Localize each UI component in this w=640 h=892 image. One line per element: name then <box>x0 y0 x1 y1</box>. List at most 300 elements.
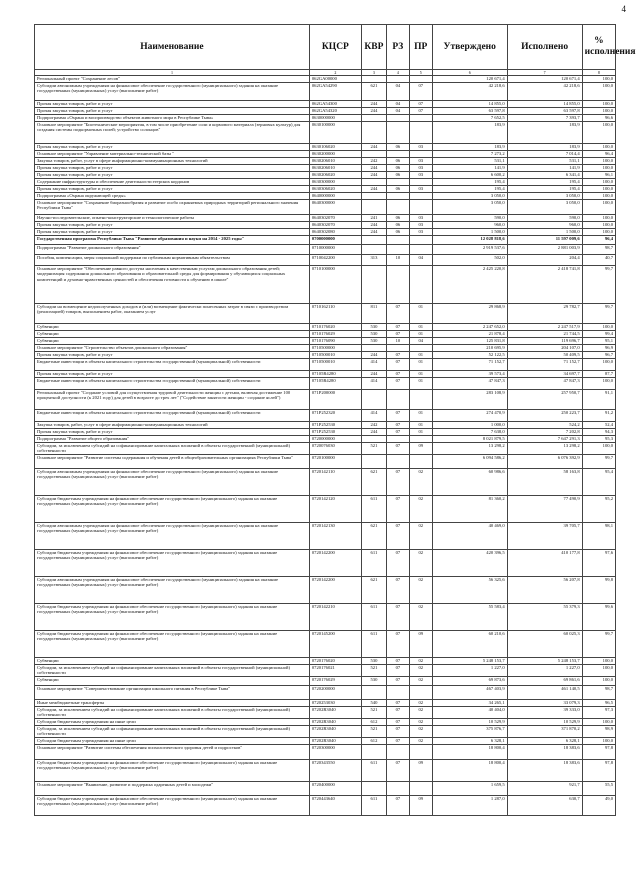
row-pr: 07 <box>409 83 432 101</box>
row-csr: 0720343550 <box>309 759 361 781</box>
row-pr <box>409 266 432 304</box>
row-pct: 98,7 <box>582 686 615 700</box>
row-csr: 0720142130 <box>309 523 361 550</box>
row-plan: 1 227,0 <box>432 665 507 677</box>
table-row <box>35 725 616 737</box>
column-number: 7 <box>507 70 582 76</box>
row-csr: 0720142200 <box>309 577 361 604</box>
row-kvr: 244 <box>361 429 386 436</box>
row-plan: 195,4 <box>432 179 507 186</box>
row-done: 60 025,3 <box>507 631 582 658</box>
header-pct: % исполнения <box>582 25 615 70</box>
table-row <box>35 255 616 266</box>
row-name: Закупка товаров, работ, услуг в сфере информационно-коммуникационных технологий <box>35 158 310 165</box>
row-kvr <box>361 236 386 245</box>
table-row <box>35 172 616 179</box>
row-csr: 0630206010 <box>309 165 361 172</box>
table-row <box>35 229 616 236</box>
table-row <box>35 144 616 151</box>
table-row <box>35 165 616 172</box>
row-plan: 56 325,6 <box>432 577 507 604</box>
row-name: Прочая закупка товаров, работ и услуг <box>35 172 310 179</box>
row-plan: 2 247 652,0 <box>432 324 507 331</box>
row-done: 183,9 <box>507 144 582 151</box>
row-done: 141,9 <box>507 165 582 172</box>
row-rz: 07 <box>386 677 409 686</box>
row-pr: 01 <box>409 331 432 338</box>
row-csr: 0710500010 <box>309 359 361 371</box>
row-pct: 100,0 <box>582 122 615 144</box>
row-rz: 06 <box>386 165 409 172</box>
row-plan: 3 050,0 <box>432 200 507 215</box>
table-row <box>35 469 616 496</box>
row-pr: 02 <box>409 677 432 686</box>
row-rz <box>386 115 409 122</box>
row-done: 21 744,5 <box>507 331 582 338</box>
row-pr: 01 <box>409 304 432 324</box>
table-row <box>35 523 616 550</box>
row-pr: 04 <box>409 338 432 345</box>
row-plan: 13 298,2 <box>432 443 507 455</box>
row-done: 6 076 392,9 <box>507 455 582 469</box>
row-name: Подпрограмма «Охрана окружающей среды» <box>35 193 310 200</box>
row-pct: 99,6 <box>582 604 615 631</box>
row-pct: 100,0 <box>582 186 615 193</box>
row-kvr: 521 <box>361 665 386 677</box>
row-kvr: 611 <box>361 795 386 815</box>
table-row <box>35 338 616 345</box>
row-name: Субвенции <box>35 677 310 686</box>
row-name: Основное мероприятие "Развитие системы обеспечения психологического здоровья детей и подростков" <box>35 744 310 759</box>
row-pr: 03 <box>409 158 432 165</box>
row-pct: 94,3 <box>582 429 615 436</box>
row-csr: 0630100000 <box>309 122 361 144</box>
table-header-row <box>35 25 616 70</box>
row-name: Региональный проект "Создание условий для осуществления трудовой деятельности женщин с детьми, включая достижение 100 процентной доступности (к 2021 году) для детей в возрасте до трех лет" ("Содействие занятости женщин - создание яслей") <box>35 390 310 410</box>
row-name: Субвенции <box>35 658 310 665</box>
row-name: Прочая закупка товаров, работ и услуг <box>35 165 310 172</box>
row-rz: 06 <box>386 158 409 165</box>
row-plan: 120 671,4 <box>432 76 507 83</box>
row-csr: 0710042200 <box>309 255 361 266</box>
row-kvr: 244 <box>361 352 386 359</box>
table-row <box>35 108 616 115</box>
row-pct: 100,0 <box>582 193 615 200</box>
row-done: 6 328,1 <box>507 737 582 744</box>
row-pct: 100,0 <box>582 165 615 172</box>
row-rz <box>386 245 409 255</box>
row-pr <box>409 744 432 759</box>
row-kvr: 241 <box>361 215 386 222</box>
row-name: Прочая закупка товаров, работ и услуг <box>35 186 310 193</box>
table-row <box>35 429 616 436</box>
table-row <box>35 718 616 725</box>
row-kvr: 611 <box>361 496 386 523</box>
row-plan: 274 470,9 <box>432 410 507 422</box>
row-kvr <box>361 200 386 215</box>
row-kvr: 244 <box>361 186 386 193</box>
row-kvr: 811 <box>361 304 386 324</box>
row-csr: 0720142200 <box>309 550 361 577</box>
table-row <box>35 443 616 455</box>
table-row <box>35 759 616 781</box>
row-pct: 96,6 <box>582 115 615 122</box>
row-plan: 502,0 <box>432 255 507 266</box>
row-csr: 0630206020 <box>309 172 361 179</box>
table-row <box>35 700 616 707</box>
row-pct: 99,7 <box>582 631 615 658</box>
table-body <box>35 76 616 816</box>
row-csr: 07202R3040 <box>309 725 361 737</box>
row-name: Субсидии, за исключением субсидий на софинансирование капитальных вложений в объекты государственной (муниципальной) собственности <box>35 707 310 719</box>
row-csr: 0710100000 <box>309 266 361 304</box>
row-plan: 40 469,0 <box>432 523 507 550</box>
row-rz: 10 <box>386 338 409 345</box>
row-kvr: 244 <box>361 229 386 236</box>
row-name: Субсидии, за исключением субсидий на софинансирование капитальных вложений в объекты государственной (муниципальной) собственности <box>35 443 310 455</box>
row-plan: 21 878,4 <box>432 331 507 338</box>
row-done: 183,9 <box>507 122 582 144</box>
row-pr: 01 <box>409 324 432 331</box>
row-pr <box>409 122 432 144</box>
row-kvr: 414 <box>361 410 386 422</box>
row-csr: 0710000000 <box>309 245 361 255</box>
row-name: Субсидии автономным учреждениям на финансовое обеспечение государственного (муниципального) задания на оказание государственных (муниципальных) услуг (выполнение работ) <box>35 83 310 101</box>
row-rz <box>386 436 409 443</box>
row-done: 120 671,4 <box>507 76 582 83</box>
row-rz: 07 <box>386 496 409 523</box>
row-rz: 07 <box>386 604 409 631</box>
row-rz: 07 <box>386 378 409 390</box>
row-kvr: 621 <box>361 523 386 550</box>
row-rz: 07 <box>386 352 409 359</box>
row-done: 58 163,8 <box>507 469 582 496</box>
row-done: 42 218,6 <box>507 83 582 101</box>
row-plan: 18 800,4 <box>432 759 507 781</box>
row-pr: 02 <box>409 718 432 725</box>
row-csr: 07202R3040 <box>309 707 361 719</box>
table-row <box>35 186 616 193</box>
row-pct: 100,0 <box>582 359 615 371</box>
table-row <box>35 215 616 222</box>
row-pct: 91,2 <box>582 410 615 422</box>
row-pct: 100,0 <box>582 144 615 151</box>
table-row <box>35 410 616 422</box>
row-name: Субвенции <box>35 338 310 345</box>
table-row <box>35 266 616 304</box>
row-pct: 97,8 <box>582 744 615 759</box>
row-name: Субсидии бюджетным учреждениям на финансовое обеспечение государственного (муниципального) задания на оказание государственных (муниципальных) услуг (выполнение работ) <box>35 550 310 577</box>
row-rz: 07 <box>386 359 409 371</box>
row-csr: 0640302070 <box>309 222 361 229</box>
row-pct: 100,0 <box>582 658 615 665</box>
row-name: Основное мероприятие "Совершенствование организации школьного питания в Республике Тыва" <box>35 686 310 700</box>
column-number: 2 <box>309 70 361 76</box>
row-csr: 0720200000 <box>309 686 361 700</box>
row-rz: 07 <box>386 718 409 725</box>
row-pr <box>409 115 432 122</box>
row-done: 47 847,3 <box>507 378 582 390</box>
row-rz <box>386 179 409 186</box>
row-pct: 100,0 <box>582 229 615 236</box>
row-pct: 97,3 <box>582 707 615 719</box>
row-name: Субсидии на возмещение недополученных доходов и (или) возмещение фактически понесенных затрат в связи с производством (реализацией) товаров, выполнением работ, оказанием услуг <box>35 304 310 324</box>
row-name: Подпрограмма «Охрана и воспроизводство объектов животного мира в Республике Тыва» <box>35 115 310 122</box>
row-name: Прочая закупка товаров, работ и услуг <box>35 352 310 359</box>
row-plan: 42 218,6 <box>432 83 507 101</box>
row-pr: 03 <box>409 229 432 236</box>
row-pct: 97,6 <box>582 550 615 577</box>
table-row <box>35 83 616 101</box>
row-pct: 87,7 <box>582 371 615 378</box>
row-done: 7 202,8 <box>507 429 582 436</box>
row-kvr: 612 <box>361 718 386 725</box>
row-csr: 0720176029 <box>309 677 361 686</box>
row-csr: 071P252320 <box>309 410 361 422</box>
row-name: Субсидии автономным учреждениям на финансовое обеспечение государственного (муниципального) задания на оказание государственных (муниципальных) услуг (выполнение работ) <box>35 469 310 496</box>
row-pr <box>409 76 432 83</box>
row-rz: 07 <box>386 700 409 707</box>
row-kvr <box>361 390 386 410</box>
table-row <box>35 658 616 665</box>
row-rz: 07 <box>386 331 409 338</box>
row-done: 250 223,7 <box>507 410 582 422</box>
row-pct: 95,3 <box>582 436 615 443</box>
header-done: Исполнено <box>507 25 582 70</box>
row-csr: 0710176090 <box>309 338 361 345</box>
table-row <box>35 795 616 815</box>
row-kvr <box>361 345 386 352</box>
row-pct: 98,1 <box>582 523 615 550</box>
row-done: 3 050,0 <box>507 193 582 200</box>
row-csr: 0720400000 <box>309 781 361 795</box>
row-name: Субвенции <box>35 324 310 331</box>
row-plan: 1 000,0 <box>432 422 507 429</box>
row-kvr: 244 <box>361 108 386 115</box>
row-pr: 01 <box>409 378 432 390</box>
row-csr: 062GA54320 <box>309 108 361 115</box>
row-done: 195,4 <box>507 186 582 193</box>
row-kvr: 612 <box>361 737 386 744</box>
row-pr: 02 <box>409 523 432 550</box>
row-plan: 590,0 <box>432 215 507 222</box>
table-row <box>35 151 616 158</box>
row-csr: 0710500010 <box>309 352 361 359</box>
table-row <box>35 496 616 523</box>
row-plan: 7 652,5 <box>432 115 507 122</box>
row-pr: 01 <box>409 352 432 359</box>
row-kvr: 244 <box>361 165 386 172</box>
row-name: Региональный проект "Сохранение лесов" <box>35 76 310 83</box>
row-kvr: 414 <box>361 378 386 390</box>
row-kvr: 530 <box>361 331 386 338</box>
row-name: Субсидии автономным учреждениям на финансовое обеспечение государственного (муниципального) задания на оказание государственных (муниципальных) услуг (выполнение работ) <box>35 523 310 550</box>
row-pr: 03 <box>409 186 432 193</box>
row-csr: 0720300000 <box>309 744 361 759</box>
row-csr: 0710500000 <box>309 345 361 352</box>
row-kvr: 521 <box>361 443 386 455</box>
row-name: Субсидии бюджетным учреждениям на иные цели <box>35 718 310 725</box>
table-row <box>35 304 616 324</box>
table-row <box>35 158 616 165</box>
row-csr: 0630306020 <box>309 186 361 193</box>
row-kvr <box>361 115 386 122</box>
row-rz: 06 <box>386 229 409 236</box>
row-rz: 07 <box>386 759 409 781</box>
row-kvr: 611 <box>361 604 386 631</box>
row-plan: 6 600,2 <box>432 172 507 179</box>
row-pct: 100,0 <box>582 101 615 108</box>
column-number: 4 <box>386 70 409 76</box>
row-kvr: 244 <box>361 172 386 179</box>
row-csr: 0630106020 <box>309 144 361 151</box>
table-row <box>35 677 616 686</box>
row-kvr: 530 <box>361 338 386 345</box>
row-rz: 07 <box>386 577 409 604</box>
row-name: Бюджетные инвестиции в объекты капитального строительства государственной (муниципальной) собственности <box>35 410 310 422</box>
row-csr: 0700000000 <box>309 236 361 245</box>
row-name: Прочая закупка товаров, работ и услуг <box>35 429 310 436</box>
row-pr: 09 <box>409 443 432 455</box>
row-done: 55 379,3 <box>507 604 582 631</box>
row-done: 77 490,9 <box>507 496 582 523</box>
table-row <box>35 101 616 108</box>
row-plan: 2 425 220,8 <box>432 266 507 304</box>
header-kvr: КВР <box>361 25 386 70</box>
table-row <box>35 345 616 352</box>
row-pr <box>409 390 432 410</box>
row-done: 39 705,7 <box>507 523 582 550</box>
row-pct: 96,4 <box>582 151 615 158</box>
row-done: 3 050,0 <box>507 200 582 215</box>
row-csr: 0720100000 <box>309 455 361 469</box>
row-name: Прочая закупка товаров, работ и услуг <box>35 144 310 151</box>
row-rz: 07 <box>386 795 409 815</box>
row-name: Субсидии бюджетным учреждениям на финансовое обеспечение государственного (муниципального) задания на оказание государственных (муниципальных) услуг (выполнение работ) <box>35 631 310 658</box>
row-done: 2 881 003,9 <box>507 245 582 255</box>
row-rz <box>386 151 409 158</box>
row-rz: 07 <box>386 469 409 496</box>
table-row <box>35 236 616 245</box>
row-pr: 02 <box>409 725 432 737</box>
row-pr: 02 <box>409 665 432 677</box>
row-pr: 03 <box>409 172 432 179</box>
row-pr: 09 <box>409 631 432 658</box>
row-pct: 96,5 <box>582 700 615 707</box>
row-name: Пособия, компенсации, меры социальной поддержки по публичным нормативным обязательствам <box>35 255 310 266</box>
row-name: Государственная программа Республики Тыва "Развитие образования и науки на 2014 - 2025 годы" <box>35 236 310 245</box>
row-name: Субсидии бюджетным учреждениям на финансовое обеспечение государственного (муниципального) задания на оказание государственных (муниципальных) услуг (выполнение работ) <box>35 604 310 631</box>
row-pr <box>409 436 432 443</box>
row-done: 7 647 291,3 <box>507 436 582 443</box>
row-kvr: 242 <box>361 422 386 429</box>
row-rz: 06 <box>386 215 409 222</box>
row-kvr: 242 <box>361 158 386 165</box>
row-pct: 100,0 <box>582 83 615 101</box>
row-rz: 04 <box>386 101 409 108</box>
row-done: 56 207,8 <box>507 577 582 604</box>
row-name: Основное мероприятие "Строительство объектов дошкольного образования" <box>35 345 310 352</box>
page-number: 4 <box>621 4 626 14</box>
row-kvr: 521 <box>361 725 386 737</box>
row-name: Субсидии бюджетным учреждениям на финансовое обеспечение государственного (муниципального) задания на оказание государственных (муниципальных) услуг (выполнение работ) <box>35 795 310 815</box>
row-kvr: 313 <box>361 255 386 266</box>
row-done: 34 697,7 <box>507 371 582 378</box>
row-name: Закупка товаров, работ, услуг в сфере информационно-коммуникационных технологий <box>35 422 310 429</box>
row-pr: 02 <box>409 550 432 577</box>
row-plan: 195,4 <box>432 186 507 193</box>
table-row <box>35 686 616 700</box>
row-plan: 63 597,8 <box>432 108 507 115</box>
table-row <box>35 193 616 200</box>
row-csr: 07202R3040 <box>309 718 361 725</box>
row-rz <box>386 345 409 352</box>
table-row <box>35 781 616 795</box>
row-done: 71 152,7 <box>507 359 582 371</box>
row-done: 63 597,8 <box>507 108 582 115</box>
row-pr: 03 <box>409 165 432 172</box>
row-pr <box>409 245 432 255</box>
row-csr: 0630000000 <box>309 115 361 122</box>
row-plan: 6 094 586,2 <box>432 455 507 469</box>
row-rz: 07 <box>386 523 409 550</box>
row-plan: 7 638,0 <box>432 429 507 436</box>
row-rz: 04 <box>386 108 409 115</box>
header-plan: Утверждено <box>432 25 507 70</box>
header-rz: РЗ <box>386 25 409 70</box>
row-done: 119 696,7 <box>507 338 582 345</box>
column-number: 6 <box>432 70 507 76</box>
table-row <box>35 115 616 122</box>
row-rz <box>386 200 409 215</box>
row-plan: 60 986,6 <box>432 469 507 496</box>
row-name: Бюджетные инвестиции в объекты капитального строительства государственной (муниципальной) собственности <box>35 378 310 390</box>
table-row <box>35 577 616 604</box>
row-pr: 02 <box>409 707 432 719</box>
row-done: 524,2 <box>507 422 582 429</box>
row-pct: 100,0 <box>582 677 615 686</box>
row-name: Прочая закупка товаров, работ и услуг <box>35 108 310 115</box>
row-rz: 07 <box>386 550 409 577</box>
row-rz <box>386 193 409 200</box>
row-name: Основное мероприятие "Биотехнические мероприятия, в том числе приобретение соли и кормового материала (зерновых культур) для создания системы подкормочных полей; устройство солонцов" <box>35 122 310 144</box>
row-rz <box>386 266 409 304</box>
row-pct: 95,4 <box>582 469 615 496</box>
table-row <box>35 352 616 359</box>
row-done: 204 107,0 <box>507 345 582 352</box>
row-csr: 0720142110 <box>309 469 361 496</box>
row-pct: 99,7 <box>582 455 615 469</box>
row-rz: 07 <box>386 304 409 324</box>
row-pct: 99,7 <box>582 304 615 324</box>
row-plan: 81 360,2 <box>432 496 507 523</box>
row-pr: 03 <box>409 215 432 222</box>
table-row <box>35 665 616 677</box>
row-kvr: 611 <box>361 759 386 781</box>
row-csr: 0720176020 <box>309 658 361 665</box>
row-rz: 04 <box>386 83 409 101</box>
table-row <box>35 744 616 759</box>
table-row <box>35 422 616 429</box>
row-name: Субсидии, за исключением субсидий на софинансирование капитальных вложений в объекты государственной (муниципальной) собственности <box>35 665 310 677</box>
row-name: Субсидии бюджетным учреждениям на иные цели <box>35 737 310 744</box>
row-done: 630,7 <box>507 795 582 815</box>
row-done: 2 247 517,9 <box>507 324 582 331</box>
table-row <box>35 324 616 331</box>
row-done: 1 500,0 <box>507 229 582 236</box>
row-name: Прочая закупка товаров, работ и услуг <box>35 101 310 108</box>
row-csr: 0720076030 <box>309 443 361 455</box>
